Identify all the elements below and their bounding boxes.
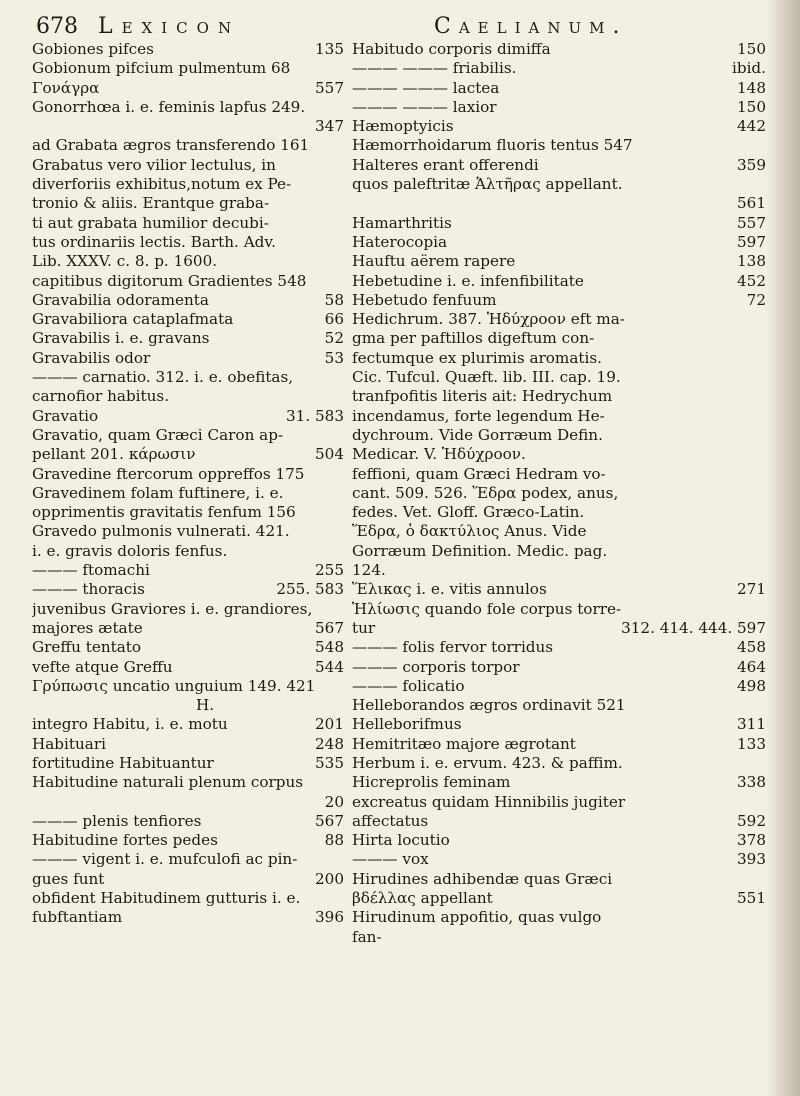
entry-text: Gravabilia odoramenta bbox=[32, 290, 209, 309]
entry-text: Helleborandos ægros ordinavit 521 bbox=[352, 696, 626, 715]
entry-text: capitibus digitorum Gradientes 548 bbox=[32, 271, 307, 290]
index-entry bbox=[352, 252, 766, 271]
index-entry bbox=[32, 194, 344, 213]
entry-text: Gorræum Definition. Medic. pag. bbox=[352, 541, 608, 560]
entry-text: ti aut grabata humilior decubi- bbox=[32, 213, 269, 232]
entry-page-ref: 551 bbox=[737, 889, 766, 908]
entry-page-ref: 338 bbox=[737, 773, 766, 792]
index-entry bbox=[352, 580, 766, 599]
entry-page-ref: 557 bbox=[315, 78, 344, 97]
entry-text: fedes. Vet. Gloff. Græco-Latin. bbox=[352, 503, 585, 522]
index-entry bbox=[352, 98, 766, 117]
index-entry bbox=[352, 600, 766, 619]
index-entry bbox=[352, 735, 766, 754]
index-entry bbox=[352, 136, 766, 155]
entry-text: Cic. Tufcul. Quæft. lib. III. cap. 19. bbox=[352, 368, 621, 387]
entry-text: quos paleftritæ Ἁλτῆρας appellant. bbox=[352, 175, 623, 194]
index-entry bbox=[352, 793, 766, 812]
entry-text: obfident Habitudinem gutturis i. e. bbox=[32, 889, 301, 908]
index-entry bbox=[32, 40, 344, 59]
entry-text: incendamus, forte legendum He- bbox=[352, 406, 605, 425]
entry-text: fubftantiam bbox=[32, 908, 123, 927]
entry-text: Greffu tentato bbox=[32, 638, 142, 657]
entry-page-ref: 200 bbox=[315, 869, 344, 888]
entry-text: dychroum. Vide Gorræum Defin. bbox=[352, 425, 603, 444]
entry-text: Haterocopia bbox=[352, 232, 448, 251]
entry-text: gma per paftillos digeftum con- bbox=[352, 329, 595, 348]
entry-text: Gravedine ftercorum oppreffos 175 bbox=[32, 464, 305, 483]
index-entry bbox=[352, 928, 766, 947]
index-entry bbox=[32, 445, 344, 464]
entry-text: excreatus quidam Hinnibilis jugiter bbox=[352, 792, 626, 811]
index-entry bbox=[32, 465, 344, 484]
entry-page-ref: 53 bbox=[324, 348, 344, 367]
entry-text: carnofior habitus. bbox=[32, 387, 170, 406]
entry-text: Gravedo pulmonis vulnerati. 421. bbox=[32, 522, 290, 541]
entry-page-ref: 535 bbox=[315, 753, 344, 772]
entry-text: Medicar. V. Ἡδύχροον. bbox=[352, 445, 526, 464]
index-entry bbox=[352, 310, 766, 329]
index-entry bbox=[32, 484, 344, 503]
entry-page-ref: 271 bbox=[737, 580, 766, 599]
index-entry bbox=[32, 136, 344, 155]
entry-text: Γρύπωσις uncatio unguium 149. 421 bbox=[32, 676, 316, 695]
index-entry bbox=[32, 850, 344, 869]
index-entry bbox=[352, 291, 766, 310]
entry-page-ref: 88 bbox=[324, 831, 344, 850]
index-entry bbox=[352, 715, 766, 734]
entry-text: gues funt bbox=[32, 869, 105, 888]
index-entry bbox=[32, 214, 344, 233]
entry-text: ——— vox bbox=[352, 850, 429, 869]
page-header bbox=[36, 12, 756, 42]
entry-page-ref: 597 bbox=[737, 232, 766, 251]
index-entry bbox=[32, 638, 344, 657]
index-entry bbox=[352, 619, 766, 638]
entry-page-ref: 311 bbox=[737, 715, 766, 734]
index-entry bbox=[32, 696, 344, 715]
entry-text: H. bbox=[195, 696, 215, 715]
entry-page-ref: 58 bbox=[324, 290, 344, 309]
entry-text: Ἕλικας i. e. vitis annulos bbox=[352, 580, 547, 599]
entry-text: Hirta locutio bbox=[352, 831, 450, 850]
entry-text: Habituari bbox=[32, 734, 106, 753]
entry-page-ref: ibid. bbox=[732, 59, 766, 78]
entry-page-ref: 52 bbox=[324, 329, 344, 348]
running-title-right: Caelianum. bbox=[434, 14, 628, 39]
index-entry bbox=[352, 426, 766, 445]
entry-page-ref: 138 bbox=[737, 252, 766, 271]
index-entry bbox=[352, 79, 766, 98]
entry-page-ref: 347 bbox=[315, 117, 344, 136]
index-entry bbox=[32, 156, 344, 175]
index-entry bbox=[352, 677, 766, 696]
entry-text: majores ætate bbox=[32, 618, 143, 637]
entry-text: Gravatio, quam Græci Caron ap- bbox=[32, 425, 284, 444]
index-entry bbox=[352, 175, 766, 194]
entry-text: 124. bbox=[352, 561, 386, 580]
entry-text: Herbum i. e. ervum. 423. & paffim. bbox=[352, 753, 623, 772]
entry-text: ——— vigent i. e. mufculofi ac pin- bbox=[32, 850, 298, 869]
entry-text: fortitudine Habituantur bbox=[32, 753, 214, 772]
entry-text: Habitudine fortes pedes bbox=[32, 831, 218, 850]
index-entry bbox=[32, 542, 344, 561]
entry-page-ref: 452 bbox=[737, 271, 766, 290]
entry-text: Gravabiliora cataplafmata bbox=[32, 310, 234, 329]
entry-text: ——— ——— laxior bbox=[352, 97, 497, 116]
index-entry bbox=[352, 696, 766, 715]
entry-text: integro Habitu, i. e. motu bbox=[32, 715, 228, 734]
entry-page-ref: 201 bbox=[315, 715, 344, 734]
entry-page-ref: 393 bbox=[737, 850, 766, 869]
index-entry bbox=[32, 349, 344, 368]
entry-text: Hebetudine i. e. infenfibilitate bbox=[352, 271, 584, 290]
index-entry bbox=[32, 310, 344, 329]
entry-page-ref: 20 bbox=[324, 792, 344, 811]
entry-text: ——— carnatio. 312. i. e. obefitas, bbox=[32, 368, 294, 387]
index-entry bbox=[32, 272, 344, 291]
right-column bbox=[352, 40, 766, 947]
index-entry bbox=[352, 542, 766, 561]
entry-text: ——— thoracis bbox=[32, 580, 145, 599]
index-entry bbox=[352, 484, 766, 503]
entry-text: Hæmoptyicis bbox=[352, 117, 454, 136]
entry-page-ref: 396 bbox=[315, 908, 344, 927]
entry-page-ref: 312. 414. 444. 597 bbox=[621, 618, 766, 637]
index-entry bbox=[32, 407, 344, 426]
entry-text: Hirudinum appofitio, quas vulgo bbox=[352, 908, 602, 927]
entry-page-ref: 150 bbox=[737, 97, 766, 116]
entry-text: Hauftu aërem rapere bbox=[352, 252, 516, 271]
entry-text: Gobionum pifcium pulmentum 68 bbox=[32, 59, 291, 78]
entry-text: Halteres erant offerendi bbox=[352, 155, 539, 174]
index-entry bbox=[352, 870, 766, 889]
index-entry bbox=[32, 793, 344, 812]
entry-text: Hamarthritis bbox=[352, 213, 452, 232]
index-entry bbox=[32, 329, 344, 348]
entry-page-ref: 255. 583 bbox=[276, 580, 344, 599]
entry-page-ref: 359 bbox=[737, 155, 766, 174]
entry-text: Ἕδρα, ὁ δακτύλιος Anus. Vide bbox=[352, 522, 587, 541]
entry-text: Hicreprolis feminam bbox=[352, 773, 511, 792]
entry-page-ref: 31. 583 bbox=[286, 406, 344, 425]
index-entry bbox=[352, 908, 766, 927]
index-entry bbox=[32, 773, 344, 792]
index-entry bbox=[352, 465, 766, 484]
entry-text: Gravabilis i. e. gravans bbox=[32, 329, 210, 348]
index-entry bbox=[352, 214, 766, 233]
index-entry bbox=[32, 233, 344, 252]
index-entry bbox=[32, 522, 344, 541]
entry-page-ref: 504 bbox=[315, 445, 344, 464]
entry-text: Habitudine naturali plenum corpus bbox=[32, 773, 304, 792]
entry-text: Hedichrum. 387. Ἡδύχροον eft ma- bbox=[352, 310, 625, 329]
entry-page-ref: 548 bbox=[315, 638, 344, 657]
entry-text: tur bbox=[352, 618, 376, 637]
entry-text: Hirudines adhibendæ quas Græci bbox=[352, 869, 613, 888]
index-entry bbox=[352, 445, 766, 464]
index-entry bbox=[352, 658, 766, 677]
entry-page-ref: 442 bbox=[737, 117, 766, 136]
index-entry bbox=[352, 773, 766, 792]
index-entry bbox=[32, 79, 344, 98]
index-entry bbox=[352, 407, 766, 426]
index-entry bbox=[352, 368, 766, 387]
entry-text: ——— ——— friabilis. bbox=[352, 59, 517, 78]
index-entry bbox=[352, 889, 766, 908]
entry-text: ad Grabata ægros transferendo 161 bbox=[32, 136, 310, 155]
entry-text: affectatus bbox=[352, 811, 429, 830]
entry-page-ref: 148 bbox=[737, 78, 766, 97]
index-entry bbox=[352, 561, 766, 580]
entry-page-ref: 66 bbox=[324, 310, 344, 329]
index-entry bbox=[352, 850, 766, 869]
entry-page-ref: 464 bbox=[737, 657, 766, 676]
entry-text: ——— ftomachi bbox=[32, 561, 150, 580]
index-entry bbox=[352, 329, 766, 348]
index-entry bbox=[32, 619, 344, 638]
entry-page-ref: 378 bbox=[737, 831, 766, 850]
entry-page-ref: 544 bbox=[315, 657, 344, 676]
entry-page-ref: 133 bbox=[737, 734, 766, 753]
index-entry bbox=[32, 715, 344, 734]
entry-text: i. e. gravis doloris fenfus. bbox=[32, 541, 228, 560]
page-number: 678 bbox=[36, 14, 78, 39]
entry-page-ref: 557 bbox=[737, 213, 766, 232]
index-entry bbox=[32, 889, 344, 908]
entry-page-ref: 567 bbox=[315, 811, 344, 830]
entry-text: Γονάγρα bbox=[32, 78, 100, 97]
entry-text: Habitudo corporis dimiffa bbox=[352, 40, 551, 58]
index-entry bbox=[352, 194, 766, 213]
index-entry bbox=[32, 754, 344, 773]
entry-text: Hemitritæo majore ægrotant bbox=[352, 734, 576, 753]
entry-text: Helleborifmus bbox=[352, 715, 462, 734]
entry-text: feffioni, quam Græci Hedram vo- bbox=[352, 464, 606, 483]
entry-text: tronio & aliis. Erantque graba- bbox=[32, 194, 270, 213]
entry-text: ——— corporis torpor bbox=[352, 657, 520, 676]
entry-text: Lib. XXXV. c. 8. p. 1600. bbox=[32, 252, 218, 271]
index-entry bbox=[352, 522, 766, 541]
index-entry bbox=[32, 831, 344, 850]
index-entry bbox=[352, 117, 766, 136]
index-entry bbox=[352, 387, 766, 406]
index-entry bbox=[32, 98, 344, 117]
index-entry bbox=[352, 831, 766, 850]
index-entry bbox=[352, 812, 766, 831]
entry-text: ——— folis fervor torridus bbox=[352, 638, 554, 657]
entry-text: ——— folicatio bbox=[352, 676, 465, 695]
entry-page-ref: 248 bbox=[315, 734, 344, 753]
entry-text: tranfpofitis literis ait: Hedrychum bbox=[352, 387, 613, 406]
index-entry bbox=[352, 40, 766, 59]
index-entry bbox=[352, 272, 766, 291]
index-entry bbox=[32, 735, 344, 754]
entry-text: Hæmorrhoidarum fluoris tentus 547 bbox=[352, 136, 633, 155]
entry-text: cant. 509. 526. Ἕδρα podex, anus, bbox=[352, 483, 619, 502]
index-entry bbox=[32, 561, 344, 580]
index-entry bbox=[352, 503, 766, 522]
index-entry bbox=[32, 812, 344, 831]
index-entry bbox=[32, 252, 344, 271]
entry-text: Gravatio bbox=[32, 406, 99, 425]
index-entry bbox=[352, 59, 766, 78]
entry-text: juvenibus Graviores i. e. grandiores, bbox=[32, 599, 313, 618]
entry-page-ref: 498 bbox=[737, 676, 766, 695]
index-entry bbox=[32, 117, 344, 136]
index-entry bbox=[32, 600, 344, 619]
entry-text: βδέλλας appellant bbox=[352, 889, 493, 908]
entry-text: Ἡλίωσις quando fole corpus torre- bbox=[352, 599, 622, 618]
entry-page-ref: 561 bbox=[737, 194, 766, 213]
index-entry bbox=[32, 658, 344, 677]
entry-text: Hebetudo fenfuum bbox=[352, 290, 497, 309]
index-entry bbox=[32, 870, 344, 889]
entry-text: tus ordinariis lectis. Barth. Adv. bbox=[32, 232, 276, 251]
entry-page-ref: 458 bbox=[737, 638, 766, 657]
entry-page-ref: 255 bbox=[315, 561, 344, 580]
entry-page-ref: 135 bbox=[315, 40, 344, 58]
entry-text: vefte atque Greffu bbox=[32, 657, 173, 676]
entry-page-ref: 592 bbox=[737, 811, 766, 830]
index-entry bbox=[32, 368, 344, 387]
entry-page-ref: 72 bbox=[746, 290, 766, 309]
entry-text: diverforiis exhibitus,notum ex Pe- bbox=[32, 175, 292, 194]
entry-text: opprimentis gravitatis fenfum 156 bbox=[32, 503, 296, 522]
index-entry bbox=[352, 754, 766, 773]
index-entry bbox=[352, 638, 766, 657]
entry-text: Grabatus vero vilior lectulus, in bbox=[32, 155, 276, 174]
entry-page-ref: 150 bbox=[737, 40, 766, 58]
index-entry bbox=[32, 59, 344, 78]
index-entry bbox=[32, 503, 344, 522]
index-entry bbox=[32, 580, 344, 599]
entry-text: Gravabilis odor bbox=[32, 348, 151, 367]
index-entry bbox=[32, 908, 344, 927]
entry-text: fectumque ex plurimis aromatis. bbox=[352, 348, 602, 367]
entry-text: Gravedinem folam fuftinere, i. e. bbox=[32, 483, 284, 502]
entry-text: Gobiones pifces bbox=[32, 40, 154, 58]
page-edge-shadow bbox=[766, 0, 800, 1096]
entry-text: Gonorrhœa i. e. feminis lapfus 249. bbox=[32, 97, 306, 116]
index-entry bbox=[352, 233, 766, 252]
entry-text: fan- bbox=[352, 927, 382, 946]
entry-text: ——— plenis tenfiores bbox=[32, 811, 202, 830]
entry-text: pellant 201. κάρωσιν bbox=[32, 445, 196, 464]
index-entry bbox=[32, 677, 344, 696]
index-entry bbox=[32, 387, 344, 406]
index-entry bbox=[352, 156, 766, 175]
index-entry bbox=[352, 349, 766, 368]
index-entry bbox=[32, 175, 344, 194]
entry-page-ref: 567 bbox=[315, 618, 344, 637]
left-column bbox=[32, 40, 344, 928]
index-entry bbox=[32, 291, 344, 310]
entry-text: ——— ——— lactea bbox=[352, 78, 500, 97]
running-title-left: Lexicon bbox=[98, 14, 241, 39]
index-entry bbox=[32, 426, 344, 445]
